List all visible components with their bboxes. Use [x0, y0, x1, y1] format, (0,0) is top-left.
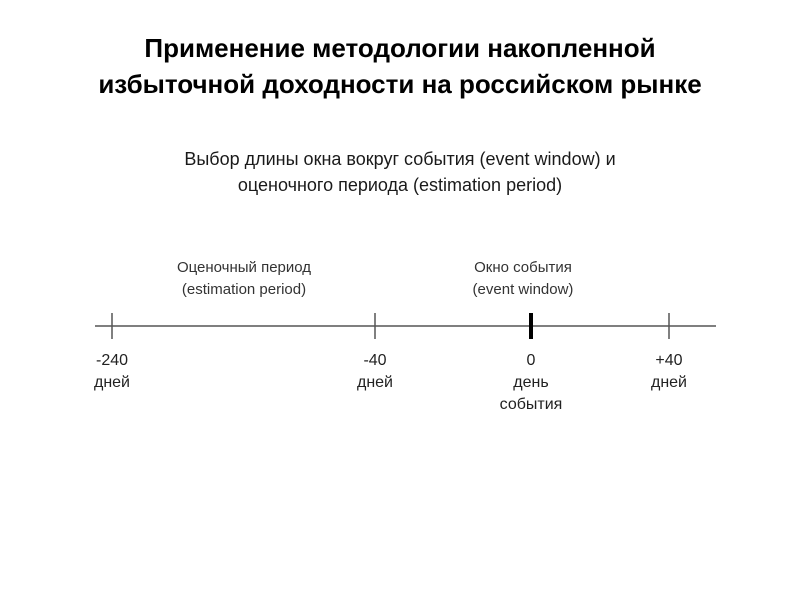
tick-unit-extra: события — [499, 396, 563, 413]
estimation-period-label-ru: Оценочный период — [176, 259, 312, 276]
tick-value: 0 — [526, 352, 536, 369]
tick-unit: дней — [650, 374, 687, 391]
tick-label-minus-40 — [315, 350, 435, 394]
event-window-label-en: (event window) — [472, 281, 574, 298]
tick-unit: день — [513, 374, 549, 391]
subtitle-line-2: оценочного периода (estimation period) — [237, 175, 563, 195]
tick-label-minus-240 — [52, 350, 172, 394]
event-window-label-ru: Окно события — [474, 259, 572, 276]
tick-value: -240 — [95, 352, 129, 369]
estimation-period-label-en: (estimation period) — [181, 281, 307, 298]
title-line-2: избыточной доходности на российском рынке — [98, 69, 702, 99]
tick-unit: дней — [356, 374, 393, 391]
tick-value: -40 — [363, 352, 387, 369]
tick-label-event-day — [471, 350, 591, 416]
subtitle-line-1: Выбор длины окна вокруг события (event window) и — [184, 149, 616, 169]
tick-label-plus-40 — [609, 350, 729, 394]
tick-value: +40 — [655, 352, 683, 369]
tick-unit: дней — [93, 374, 130, 391]
title-line-1: Применение методологии накопленной — [144, 33, 656, 63]
